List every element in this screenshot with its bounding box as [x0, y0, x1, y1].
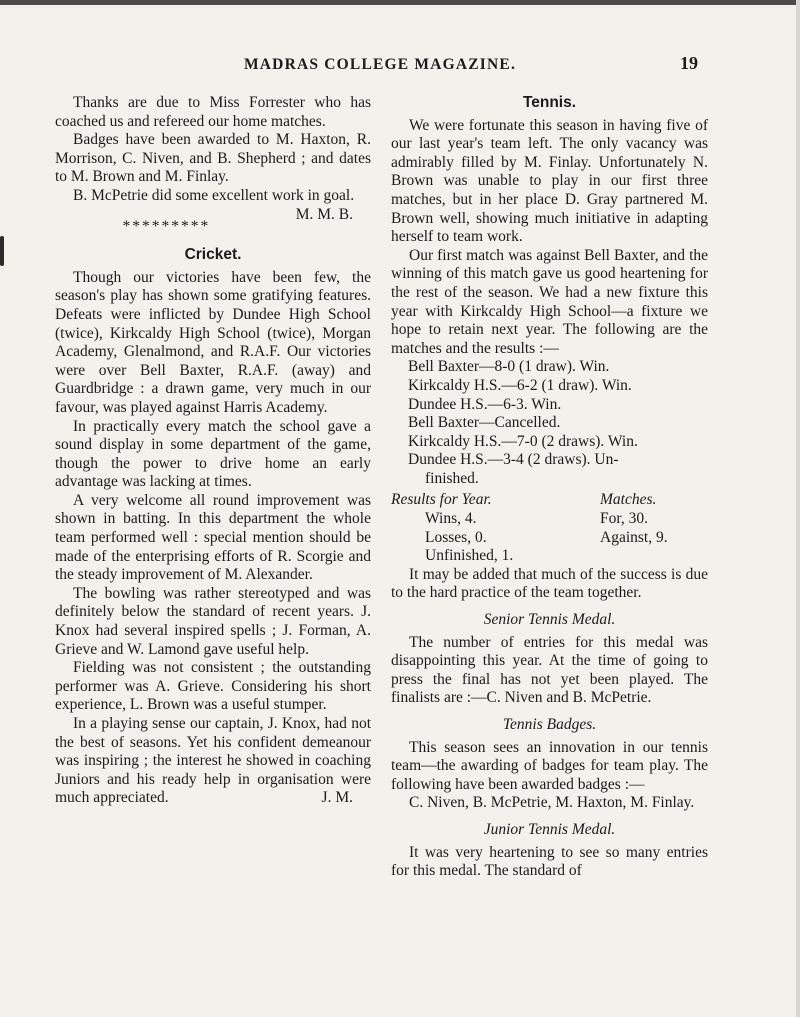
list-item: Dundee H.S.—3-4 (2 draws). Un-	[408, 451, 619, 469]
page-number: 19	[680, 53, 698, 73]
paragraph: In practically every match the school gave a sound display in some department of the game, though the power to drive home an early advantage was lacking at times.	[55, 417, 371, 491]
list-item: Kirkcaldy H.S.—7-0 (2 draws). Win.	[408, 432, 638, 450]
summary-empty	[600, 547, 700, 566]
results-list	[391, 358, 708, 488]
summary-against: Against, 9.	[600, 528, 668, 546]
summary-header-matches: Matches.	[600, 491, 657, 509]
binding-mark	[0, 236, 4, 266]
section-heading-cricket: Cricket.	[184, 246, 242, 264]
left-column	[55, 94, 371, 808]
signature: J. M.	[321, 789, 353, 807]
goal-paragraph	[55, 186, 371, 223]
subheading-senior-medal: Senior Tennis Medal.	[483, 611, 616, 629]
paragraph: The bowling was rather stereotyped and was definitely below the standard of recent years. J. Knox had several inspired spells ; J. Forman, A. Grieve and W. Lamond gave useful help.	[55, 584, 371, 658]
list-item: Bell Baxter—8-0 (1 draw). Win.	[408, 358, 610, 376]
running-head: MADRAS COLLEGE MAGAZINE.	[243, 56, 517, 73]
paragraph: It may be added that much of the success is due to the hard practice of the team together.	[391, 565, 708, 602]
right-column	[391, 94, 708, 881]
paragraph: Though our victories have been few, the season's play has shown some gratifying features. Defeats were inflicted by Dundee High School (twice), Kirkcaldy High School (twice), Morgan Academy, Glenalmond, and R.A.F. Our victories were over Bell Baxter, R.A.F. (away) and Guardbridge : a drawn game, very much in our favour, was played against Harris Academy.	[55, 268, 371, 416]
season-summary	[391, 491, 708, 565]
section-heading-tennis: Tennis.	[522, 94, 577, 111]
paragraph: Badges have been awarded to M. Haxton, R. Morrison, C. Niven, and B. Shepherd ; and dates to M. Brown and M. Finlay.	[55, 131, 371, 186]
goal-text: B. McPetrie did some excellent work in goal.	[73, 186, 355, 204]
scan-edge-top	[0, 0, 800, 5]
signature: M. M. B.	[295, 205, 353, 223]
summary-header-results: Results for Year.	[391, 491, 492, 509]
list-item: Kirkcaldy H.S.—6-2 (1 draw). Win.	[408, 376, 632, 394]
paragraph: This season sees an innovation in our tennis team—the awarding of badges for team play. The following have been awarded badges :—	[391, 738, 708, 793]
subheading-junior-medal: Junior Tennis Medal.	[483, 820, 616, 838]
subheading-tennis-badges: Tennis Badges.	[502, 716, 597, 733]
section-separator: *********	[122, 217, 211, 235]
summary-for: For, 30.	[600, 510, 649, 528]
list-item: Dundee H.S.—6-3. Win.	[408, 395, 562, 413]
paragraph: Our first match was against Bell Baxter, and the winning of this match gave us good heartening for the rest of the season. We had a new fixture this year with Kirkcaldy High School—a fixture we hope to retain next year. The following are the matches and the results :—	[391, 246, 708, 357]
scan-edge-right	[796, 0, 800, 1017]
badge-names: C. Niven, B. McPetrie, M. Haxton, M. Finlay.	[409, 794, 695, 812]
list-item-continuation: finished.	[425, 469, 479, 487]
paragraph: A very welcome all round improvement was shown in batting. In this department the whole team performed well : special mention should be made of the enterprising efforts of R. Scorgie and the steady improvement of M. Alexander.	[55, 491, 371, 584]
paragraph: The number of entries for this medal was disappointing this year. At the time of going to press the final has not yet been played. The finalists are :—C. Niven and B. McPetrie.	[391, 633, 708, 707]
captain-text: In a playing sense our captain, J. Knox, had not the best of seasons. Yet his confident demeanour was inspiring ; the interest he showed in coaching Juniors and his ready help in organisation were much appreciated.	[55, 715, 371, 807]
paragraph: We were fortunate this season in having five of our last year's team left. The only vacancy was admirably filled by M. Finlay. Unfortunately N. Brown was unable to play in our first three matches, but in her place D. Gray partnered M. Brown well, showing much initiative in adapting herself to team work.	[391, 116, 708, 246]
captain-paragraph	[55, 715, 371, 808]
summary-wins: Wins, 4.	[425, 510, 477, 528]
paragraph: Fielding was not consistent ; the outstanding performer was A. Grieve. Considering his short experience, L. Brown was a useful stumper.	[55, 659, 371, 714]
list-item: Bell Baxter—Cancelled.	[408, 414, 561, 432]
summary-losses: Losses, 0.	[425, 528, 487, 546]
paragraph: Thanks are due to Miss Forrester who has coached us and refereed our home matches.	[55, 94, 371, 130]
paragraph: It was very heartening to see so many entries for this medal. The standard of	[391, 843, 708, 880]
summary-unfinished: Unfinished, 1.	[425, 547, 514, 565]
